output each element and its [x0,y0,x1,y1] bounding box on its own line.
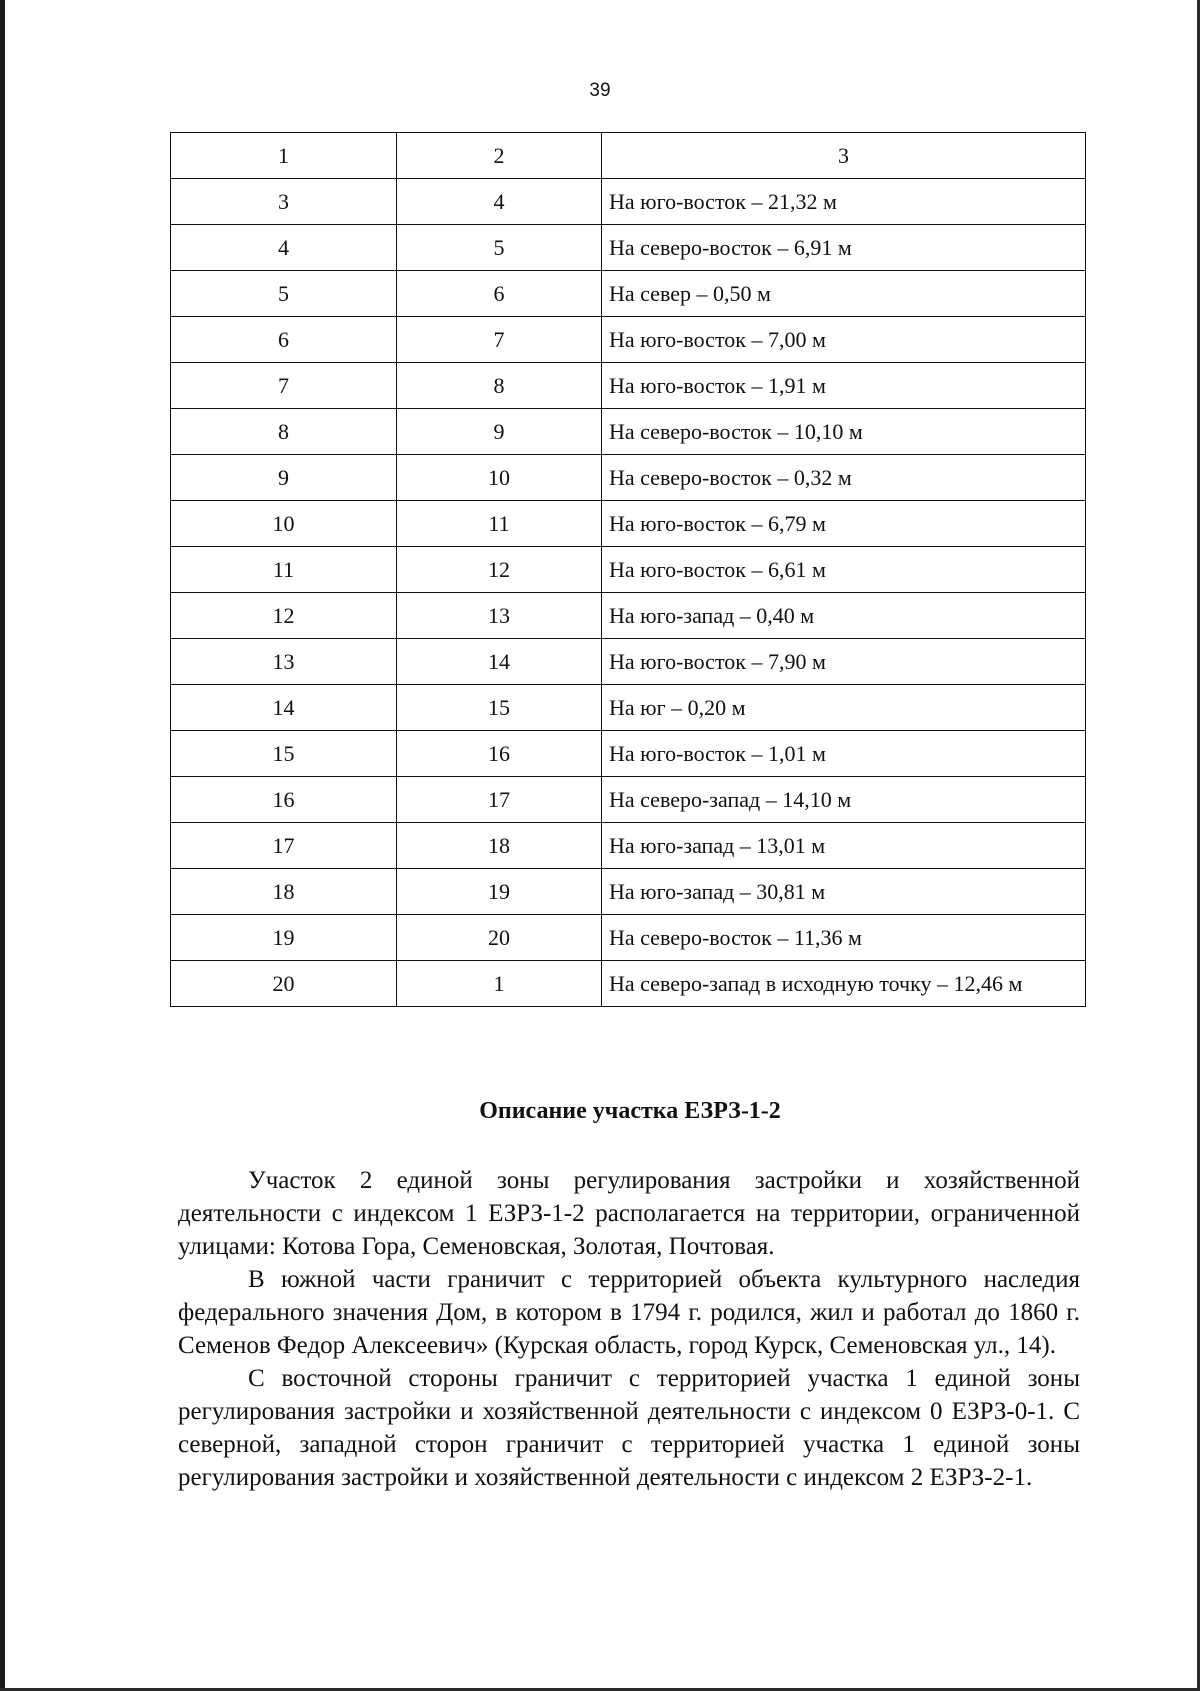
table-row [171,731,1086,777]
direction-distance-cell: На юг – 0,20 м [602,685,1086,731]
point-to-cell: 17 [397,777,602,823]
point-from-cell: 6 [171,317,397,363]
point-from-cell: 20 [171,961,397,1007]
direction-distance-cell: На северо-восток – 6,91 м [602,225,1086,271]
section-title: Описание участка ЕЗРЗ-1-2 [479,1098,781,1124]
direction-distance-cell: На юго-запад – 30,81 м [602,869,1086,915]
table-row [171,869,1086,915]
point-from-cell: 19 [171,915,397,961]
boundary-table-body [171,133,1086,1007]
direction-distance-cell: На юго-запад – 0,40 м [602,593,1086,639]
direction-distance-cell: На северо-запад в исходную точку – 12,46 м [602,961,1086,1007]
direction-distance-cell: На юго-запад – 13,01 м [602,823,1086,869]
table-row [171,777,1086,823]
boundary-table [170,132,1086,1007]
paragraph: С восточной стороны граничит с территорией участка 1 единой зоны регулирования застройки и хозяйственной деятельности с индексом 0 ЕЗРЗ-0-1. С северной, западной сторон граничит с территорией участка 1 единой зоны регулирования застройки и хозяйственной деятельности с индексом 2 ЕЗРЗ-2-1. [178,1365,1080,1491]
point-from-cell: 8 [171,409,397,455]
table-header-row [171,133,1086,179]
header-cell: 1 [171,133,397,179]
direction-distance-cell: На юго-восток – 6,61 м [602,547,1086,593]
point-to-cell: 7 [397,317,602,363]
direction-distance-cell: На юго-восток – 7,90 м [602,639,1086,685]
direction-distance-cell: На северо-восток – 0,32 м [602,455,1086,501]
point-to-cell: 5 [397,225,602,271]
direction-distance-cell: На северо-запад – 14,10 м [602,777,1086,823]
point-to-cell: 20 [397,915,602,961]
paragraph: В южной части граничит с территорией объекта культурного наследия федерального значения Дом, в котором в 1794 г. родился, жил и работал до 1860 г. Семенов Федор Алексеевич» (Курская область, город Курск, Семеновская ул., 14). [178,1266,1080,1359]
direction-distance-cell: На юго-восток – 6,79 м [602,501,1086,547]
table-row [171,823,1086,869]
header-cell: 2 [397,133,602,179]
table-row [171,639,1086,685]
point-from-cell: 7 [171,363,397,409]
table-row [171,179,1086,225]
table-row [171,271,1086,317]
table-row [171,547,1086,593]
table-row [171,225,1086,271]
point-to-cell: 10 [397,455,602,501]
point-from-cell: 13 [171,639,397,685]
point-from-cell: 3 [171,179,397,225]
direction-distance-cell: На северо-восток – 11,36 м [602,915,1086,961]
table-row [171,961,1086,1007]
page-number: 39 [589,80,611,101]
point-to-cell: 9 [397,409,602,455]
paragraph: Участок 2 единой зоны регулирования застройки и хозяйственной деятельности с индексом 1 ЕЗРЗ-1-2 располагается на территории, ограниченной улицами: Котова Гора, Семеновская, Золотая, Почтовая. [178,1167,1080,1260]
point-from-cell: 18 [171,869,397,915]
point-from-cell: 10 [171,501,397,547]
direction-distance-cell: На юго-восток – 1,91 м [602,363,1086,409]
point-to-cell: 15 [397,685,602,731]
point-to-cell: 1 [397,961,602,1007]
direction-distance-cell: На юго-восток – 7,00 м [602,317,1086,363]
point-to-cell: 19 [397,869,602,915]
header-cell: 3 [602,133,1086,179]
table-row [171,455,1086,501]
table-row [171,317,1086,363]
point-from-cell: 15 [171,731,397,777]
point-from-cell: 5 [171,271,397,317]
point-from-cell: 12 [171,593,397,639]
direction-distance-cell: На север – 0,50 м [602,271,1086,317]
point-from-cell: 14 [171,685,397,731]
table-row [171,915,1086,961]
point-to-cell: 8 [397,363,602,409]
direction-distance-cell: На северо-восток – 10,10 м [602,409,1086,455]
point-from-cell: 16 [171,777,397,823]
table-row [171,409,1086,455]
direction-distance-cell: На юго-восток – 1,01 м [602,731,1086,777]
table-row [171,685,1086,731]
point-to-cell: 14 [397,639,602,685]
point-to-cell: 13 [397,593,602,639]
point-from-cell: 9 [171,455,397,501]
point-from-cell: 4 [171,225,397,271]
point-from-cell: 17 [171,823,397,869]
table-row [171,501,1086,547]
table-row [171,593,1086,639]
point-to-cell: 4 [397,179,602,225]
scan-left-edge [0,0,5,1691]
point-to-cell: 6 [397,271,602,317]
direction-distance-cell: На юго-восток – 21,32 м [602,179,1086,225]
point-to-cell: 16 [397,731,602,777]
point-to-cell: 12 [397,547,602,593]
body-text [178,1164,1080,1494]
point-from-cell: 11 [171,547,397,593]
point-to-cell: 18 [397,823,602,869]
point-to-cell: 11 [397,501,602,547]
table-row [171,363,1086,409]
